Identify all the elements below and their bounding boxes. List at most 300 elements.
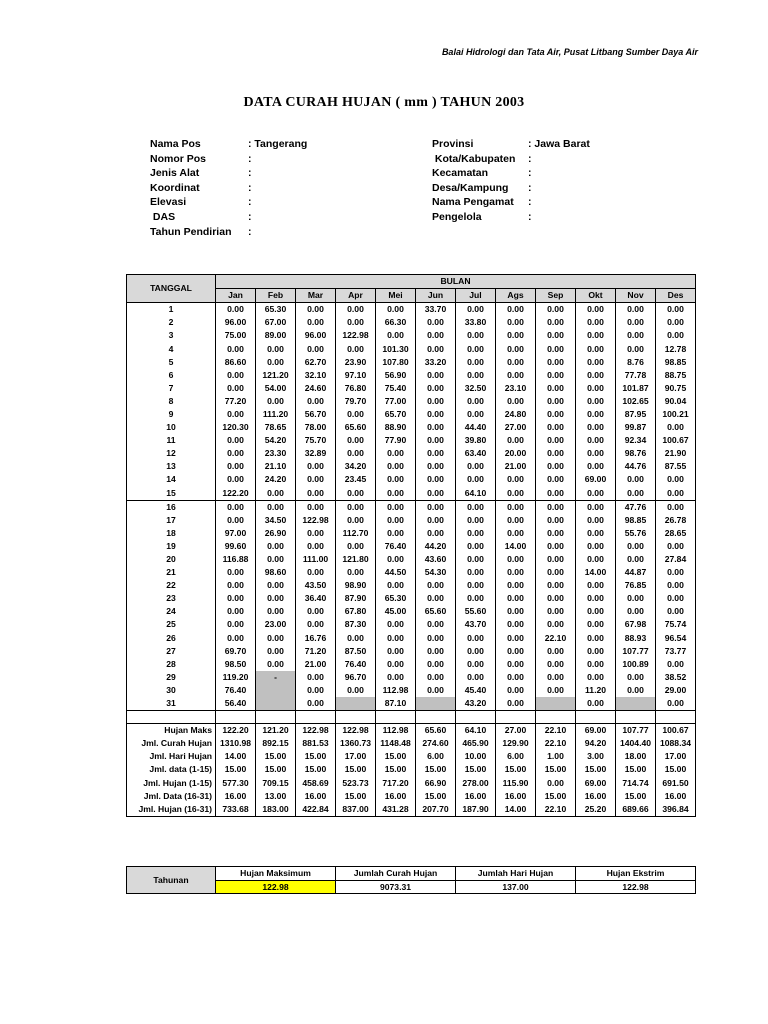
rainfall-cell: 87.95 [616,408,656,421]
table-row [127,500,696,514]
spacer-cell [416,711,456,724]
rainfall-cell: 0.00 [416,447,456,460]
rainfall-cell: 0.00 [536,329,576,342]
rainfall-cell: 0.00 [296,618,336,631]
table-row [127,408,696,421]
rainfall-cell: 0.00 [496,329,536,342]
rainfall-cell: 33.80 [456,316,496,329]
summary-value: 15.00 [336,763,376,776]
summary-value: 15.00 [376,763,416,776]
rainfall-cell: 38.52 [656,671,696,684]
rainfall-cell: 0.00 [616,473,656,486]
rainfall-cell: 0.00 [296,540,336,553]
summary-value: 129.90 [496,737,536,750]
rainfall-cell: 0.00 [216,473,256,486]
summary-value: 69.00 [576,724,616,738]
rainfall-cell: 0.00 [536,618,576,631]
rainfall-cell: 0.00 [296,487,336,501]
summary-value: 10.00 [456,750,496,763]
rainfall-cell: 24.80 [496,408,536,421]
rainfall-cell: 119.20 [216,671,256,684]
info-row-das [150,210,252,225]
info-label: Kecamatan [432,167,489,180]
rainfall-cell: 0.00 [416,329,456,342]
summary-value: 25.20 [576,803,616,817]
info-row-elevasi [150,195,252,210]
rainfall-cell: 0.00 [456,592,496,605]
summary-value: 15.00 [576,763,616,776]
rainfall-cell: 33.20 [416,356,456,369]
rainfall-cell: 0.00 [336,447,376,460]
rainfall-cell: 0.00 [296,527,336,540]
rainfall-cell: 0.00 [376,645,416,658]
rainfall-cell: 0.00 [456,460,496,473]
rainfall-cell: 77.90 [376,434,416,447]
info-label: Desa/Kampung [432,181,509,194]
info-label: Kota/Kabupaten [432,152,516,165]
summary-value: 121.20 [256,724,296,738]
info-value: : [528,181,532,194]
rainfall-cell: 0.00 [456,395,496,408]
summary-value: 15.00 [496,763,536,776]
rainfall-cell: 29.00 [656,684,696,697]
rainfall-cell [336,697,376,711]
summary-value: 16.00 [376,790,416,803]
rainfall-cell: 0.00 [416,632,456,645]
summary-value: 422.84 [296,803,336,817]
spacer-cell [616,711,656,724]
rainfall-cell: 0.00 [616,592,656,605]
rainfall-cell: 11.20 [576,684,616,697]
rainfall-cell: 0.00 [376,514,416,527]
annual-total-value: 9073.31 [336,880,456,894]
rainfall-cell: 0.00 [456,342,496,355]
rainfall-cell: 0.00 [376,553,416,566]
rainfall-cell: 65.60 [416,605,456,618]
rainfall-cell: 0.00 [416,369,456,382]
summary-value: 15.00 [536,763,576,776]
rainfall-cell: 0.00 [576,540,616,553]
rainfall-cell: 20.00 [496,447,536,460]
rainfall-cell: 0.00 [256,579,296,592]
summary-value: 278.00 [456,776,496,789]
rainfall-cell: 0.00 [536,592,576,605]
rainfall-cell: 0.00 [576,460,616,473]
rainfall-cell: 69.00 [576,473,616,486]
rainfall-cell: 0.00 [416,473,456,486]
info-label: Nama Pos [150,138,201,150]
rainfall-cell: 36.40 [296,592,336,605]
day-number: 2 [127,316,216,329]
table-row [127,618,696,631]
rainfall-cell: 63.40 [456,447,496,460]
rainfall-cell: 0.00 [456,356,496,369]
rainfall-cell: 0.00 [576,342,616,355]
rainfall-cell: 76.40 [376,540,416,553]
rainfall-cell: 0.00 [456,408,496,421]
rainfall-cell: 0.00 [376,618,416,631]
summary-label: Jml. Curah Hujan [127,737,216,750]
rainfall-cell: 112.98 [376,684,416,697]
summary-value: 3.00 [576,750,616,763]
table-row [127,697,696,711]
rainfall-cell: 24.20 [256,473,296,486]
summary-value: 15.00 [296,750,336,763]
rainfall-cell: 0.00 [296,342,336,355]
summary-value: 689.66 [616,803,656,817]
rainfall-cell: 0.00 [296,460,336,473]
rainfall-cell: 65.60 [336,421,376,434]
summary-value: 714.74 [616,776,656,789]
table-row [127,460,696,473]
rainfall-cell: 69.70 [216,645,256,658]
rainfall-cell: 0.00 [496,553,536,566]
rainfall-cell: 0.00 [656,658,696,671]
summary-value: 22.10 [536,724,576,738]
summary-label: Jml. Data (16-31) [127,790,216,803]
rainfall-cell [256,697,296,711]
rainfall-cell: 0.00 [576,527,616,540]
rainfall-cell: 0.00 [336,514,376,527]
rainfall-cell: 0.00 [216,460,256,473]
rainfall-cell: 0.00 [536,605,576,618]
info-row-nama-pengamat [432,195,532,210]
rainfall-cell: 24.60 [296,382,336,395]
rainfall-cell: 0.00 [256,487,296,501]
rainfall-cell: 75.00 [216,329,256,342]
rainfall-cell: 43.50 [296,579,336,592]
header-note: Balai Hidrologi dan Tata Air, Pusat Litbang Sumber Daya Air [441,47,698,57]
rainfall-cell: 102.65 [616,395,656,408]
day-number: 6 [127,369,216,382]
rainfall-cell: 0.00 [616,684,656,697]
info-value: : [528,210,532,223]
rainfall-cell: 116.88 [216,553,256,566]
rainfall-cell: 96.00 [296,329,336,342]
summary-row [127,724,696,738]
rainfall-cell: 0.00 [456,671,496,684]
rainfall-cell: 0.00 [456,566,496,579]
annual-item-label: Jumlah Hari Hujan [456,867,576,881]
rainfall-cell: 0.00 [496,514,536,527]
rainfall-cell: 0.00 [456,303,496,317]
day-number: 28 [127,658,216,671]
rainfall-cell: 0.00 [216,566,256,579]
summary-value: 691.50 [656,776,696,789]
rainfall-cell: 0.00 [656,316,696,329]
summary-value: 733.68 [216,803,256,817]
rainfall-cell: 44.20 [416,540,456,553]
rainfall-cell: 75.70 [296,434,336,447]
rainfall-cell: 77.78 [616,369,656,382]
rainfall-cell: - [256,671,296,684]
rainfall-cell: 97.00 [216,527,256,540]
rainfall-cell: 122.20 [216,487,256,501]
rainfall-cell: 65.70 [376,408,416,421]
summary-row [127,763,696,776]
day-number: 16 [127,500,216,514]
summary-value: 14.00 [496,803,536,817]
rainfall-cell: 0.00 [496,592,536,605]
rainfall-cell: 0.00 [376,473,416,486]
rainfall-cell: 39.80 [456,434,496,447]
rainfall-cell: 0.00 [416,434,456,447]
info-row-kecamatan [432,166,532,181]
rainfall-cell: 0.00 [536,566,576,579]
rainfall-cell: 14.00 [576,566,616,579]
rainfall-cell: 0.00 [256,553,296,566]
day-number: 12 [127,447,216,460]
day-number: 31 [127,697,216,711]
station-info-right [432,137,590,225]
rainfall-cell: 90.04 [656,395,696,408]
table-row [127,447,696,460]
summary-value: 6.00 [496,750,536,763]
summary-value: 15.00 [616,790,656,803]
rainfall-cell: 0.00 [216,632,256,645]
rainfall-cell: 77.20 [216,395,256,408]
rainfall-cell: 0.00 [656,540,696,553]
summary-value: 15.00 [256,763,296,776]
day-number: 21 [127,566,216,579]
rainfall-cell: 0.00 [256,605,296,618]
table-row [127,566,696,579]
rainfall-cell: 0.00 [496,487,536,501]
rainfall-cell: 0.00 [496,527,536,540]
summary-label: Jml. Hari Hujan [127,750,216,763]
rainfall-cell: 21.90 [656,447,696,460]
rainfall-cell: 0.00 [456,658,496,671]
rainfall-cell: 64.10 [456,487,496,501]
rainfall-cell: 87.55 [656,460,696,473]
day-number: 27 [127,645,216,658]
summary-value: 122.20 [216,724,256,738]
rainfall-cell: 75.40 [376,382,416,395]
rainfall-cell: 43.60 [416,553,456,566]
rainfall-cell: 0.00 [416,514,456,527]
rainfall-cell: 44.50 [376,566,416,579]
info-label: Koordinat [150,181,200,194]
rainfall-cell: 0.00 [656,500,696,514]
rainfall-cell: 0.00 [576,658,616,671]
rainfall-cell: 34.50 [256,514,296,527]
rainfall-cell: 78.00 [296,421,336,434]
spacer-cell [536,711,576,724]
rainfall-cell: 0.00 [536,527,576,540]
rainfall-cell: 0.00 [456,473,496,486]
rainfall-cell: 0.00 [496,303,536,317]
rainfall-cell: 0.00 [416,658,456,671]
rainfall-cell: 0.00 [296,684,336,697]
rainfall-cell: 0.00 [336,487,376,501]
rainfall-cell: 32.10 [296,369,336,382]
rainfall-cell: 56.40 [216,697,256,711]
rainfall-cell: 26.90 [256,527,296,540]
rainfall-cell: 107.77 [616,645,656,658]
rainfall-cell: 0.00 [536,369,576,382]
rainfall-cell: 0.00 [576,382,616,395]
rainfall-cell: 101.87 [616,382,656,395]
rainfall-cell: 0.00 [416,671,456,684]
table-row [127,645,696,658]
rainfall-cell: 0.00 [536,408,576,421]
info-value: : Jawa Barat [528,138,590,150]
rainfall-cell: 27.84 [656,553,696,566]
rainfall-cell: 67.98 [616,618,656,631]
summary-value: 15.00 [216,763,256,776]
rainfall-cell: 0.00 [536,553,576,566]
summary-value: 14.00 [216,750,256,763]
rainfall-cell: 0.00 [336,434,376,447]
info-row-tahun-pendirian [150,225,252,240]
rainfall-cell: 92.34 [616,434,656,447]
rainfall-cell: 0.00 [576,632,616,645]
rainfall-cell: 0.00 [256,540,296,553]
rainfall-cell: 76.40 [336,658,376,671]
table-row [127,605,696,618]
summary-value: 717.20 [376,776,416,789]
rainfall-cell: 107.80 [376,356,416,369]
summary-value: 122.98 [296,724,336,738]
rainfall-cell: 0.00 [616,671,656,684]
summary-row [127,803,696,817]
rainfall-cell: 47.76 [616,500,656,514]
rainfall-cell: 66.30 [376,316,416,329]
summary-value: 16.00 [216,790,256,803]
summary-value: 207.70 [416,803,456,817]
rainfall-cell: 0.00 [616,553,656,566]
summary-value: 709.15 [256,776,296,789]
rainfall-cell [536,697,576,711]
day-number: 22 [127,579,216,592]
table-row [127,316,696,329]
info-value: : [248,225,252,238]
rainfall-cell: 0.00 [216,434,256,447]
rainfall-cell: 0.00 [616,329,656,342]
rainfall-cell: 0.00 [536,473,576,486]
table-row [127,395,696,408]
table-row [127,421,696,434]
rainfall-cell: 0.00 [576,329,616,342]
summary-value: 16.00 [576,790,616,803]
summary-value: 15.00 [616,763,656,776]
info-label: Tahun Pendirian [150,225,232,238]
rainfall-cell: 0.00 [616,487,656,501]
rainfall-cell: 44.87 [616,566,656,579]
day-number: 1 [127,303,216,317]
day-number: 11 [127,434,216,447]
rainfall-cell: 0.00 [536,540,576,553]
rainfall-cell: 98.50 [216,658,256,671]
info-label: DAS [150,210,176,223]
rainfall-cell: 0.00 [256,632,296,645]
summary-value: 837.00 [336,803,376,817]
spacer-cell [576,711,616,724]
rainfall-cell: 0.00 [416,342,456,355]
summary-value: 6.00 [416,750,456,763]
rainfall-cell: 34.20 [336,460,376,473]
rainfall-cell: 0.00 [376,658,416,671]
summary-value: 1310.98 [216,737,256,750]
rainfall-cell: 76.85 [616,579,656,592]
rainfall-cell: 0.00 [536,579,576,592]
summary-value: 15.00 [296,763,336,776]
rainfall-cell: 98.76 [616,447,656,460]
rainfall-cell: 0.00 [336,566,376,579]
month-header: Jul [456,289,496,303]
info-label: Provinsi [432,138,474,150]
rainfall-cell: 0.00 [376,447,416,460]
info-label: Elevasi [150,196,187,209]
table-row [127,487,696,501]
rainfall-cell: 0.00 [616,316,656,329]
day-number: 7 [127,382,216,395]
rainfall-cell: 78.65 [256,421,296,434]
summary-row [127,737,696,750]
rainfall-cell: 0.00 [536,500,576,514]
rainfall-cell: 77.00 [376,395,416,408]
rainfall-cell: 0.00 [216,592,256,605]
rainfall-cell: 120.30 [216,421,256,434]
rainfall-cell: 0.00 [576,487,616,501]
rainfall-cell: 0.00 [336,342,376,355]
month-header: Nov [616,289,656,303]
rainfall-cell: 0.00 [336,684,376,697]
rainfall-cell: 0.00 [216,579,256,592]
rainfall-cell: 45.40 [456,684,496,697]
rainfall-cell: 0.00 [576,645,616,658]
rainfall-cell: 32.89 [296,447,336,460]
summary-value: 15.00 [416,763,456,776]
info-label: Nomor Pos [150,152,207,165]
rainfall-cell: 0.00 [536,303,576,317]
rainfall-cell: 0.00 [416,500,456,514]
rainfall-cell: 23.00 [256,618,296,631]
month-header: Ags [496,289,536,303]
rainfall-cell: 0.00 [256,342,296,355]
rainfall-cell: 0.00 [456,553,496,566]
rainfall-cell: 0.00 [576,553,616,566]
table-row [127,684,696,697]
summary-value: 15.00 [416,790,456,803]
rainfall-cell: 0.00 [416,421,456,434]
rainfall-cell: 44.40 [456,421,496,434]
rainfall-cell: 0.00 [416,460,456,473]
rainfall-cell: 0.00 [536,487,576,501]
rainfall-cell: 0.00 [576,303,616,317]
rainfall-cell: 0.00 [296,500,336,514]
table-row [127,329,696,342]
summary-value: 396.84 [656,803,696,817]
rainfall-cell: 96.70 [336,671,376,684]
rainfall-cell: 0.00 [336,632,376,645]
summary-value: 65.60 [416,724,456,738]
rainfall-cell: 0.00 [256,592,296,605]
info-value: : [528,196,532,209]
info-value: : [248,152,252,165]
rainfall-cell: 0.00 [216,369,256,382]
rainfall-cell: 0.00 [216,447,256,460]
summary-value: 115.90 [496,776,536,789]
rainfall-cell: 33.70 [416,303,456,317]
rainfall-cell: 121.80 [336,553,376,566]
rainfall-cell: 98.85 [656,356,696,369]
summary-label: Hujan Maks [127,724,216,738]
rainfall-cell: 0.00 [496,632,536,645]
rainfall-cell: 0.00 [656,303,696,317]
rainfall-cell: 111.20 [256,408,296,421]
rainfall-cell: 0.00 [656,421,696,434]
